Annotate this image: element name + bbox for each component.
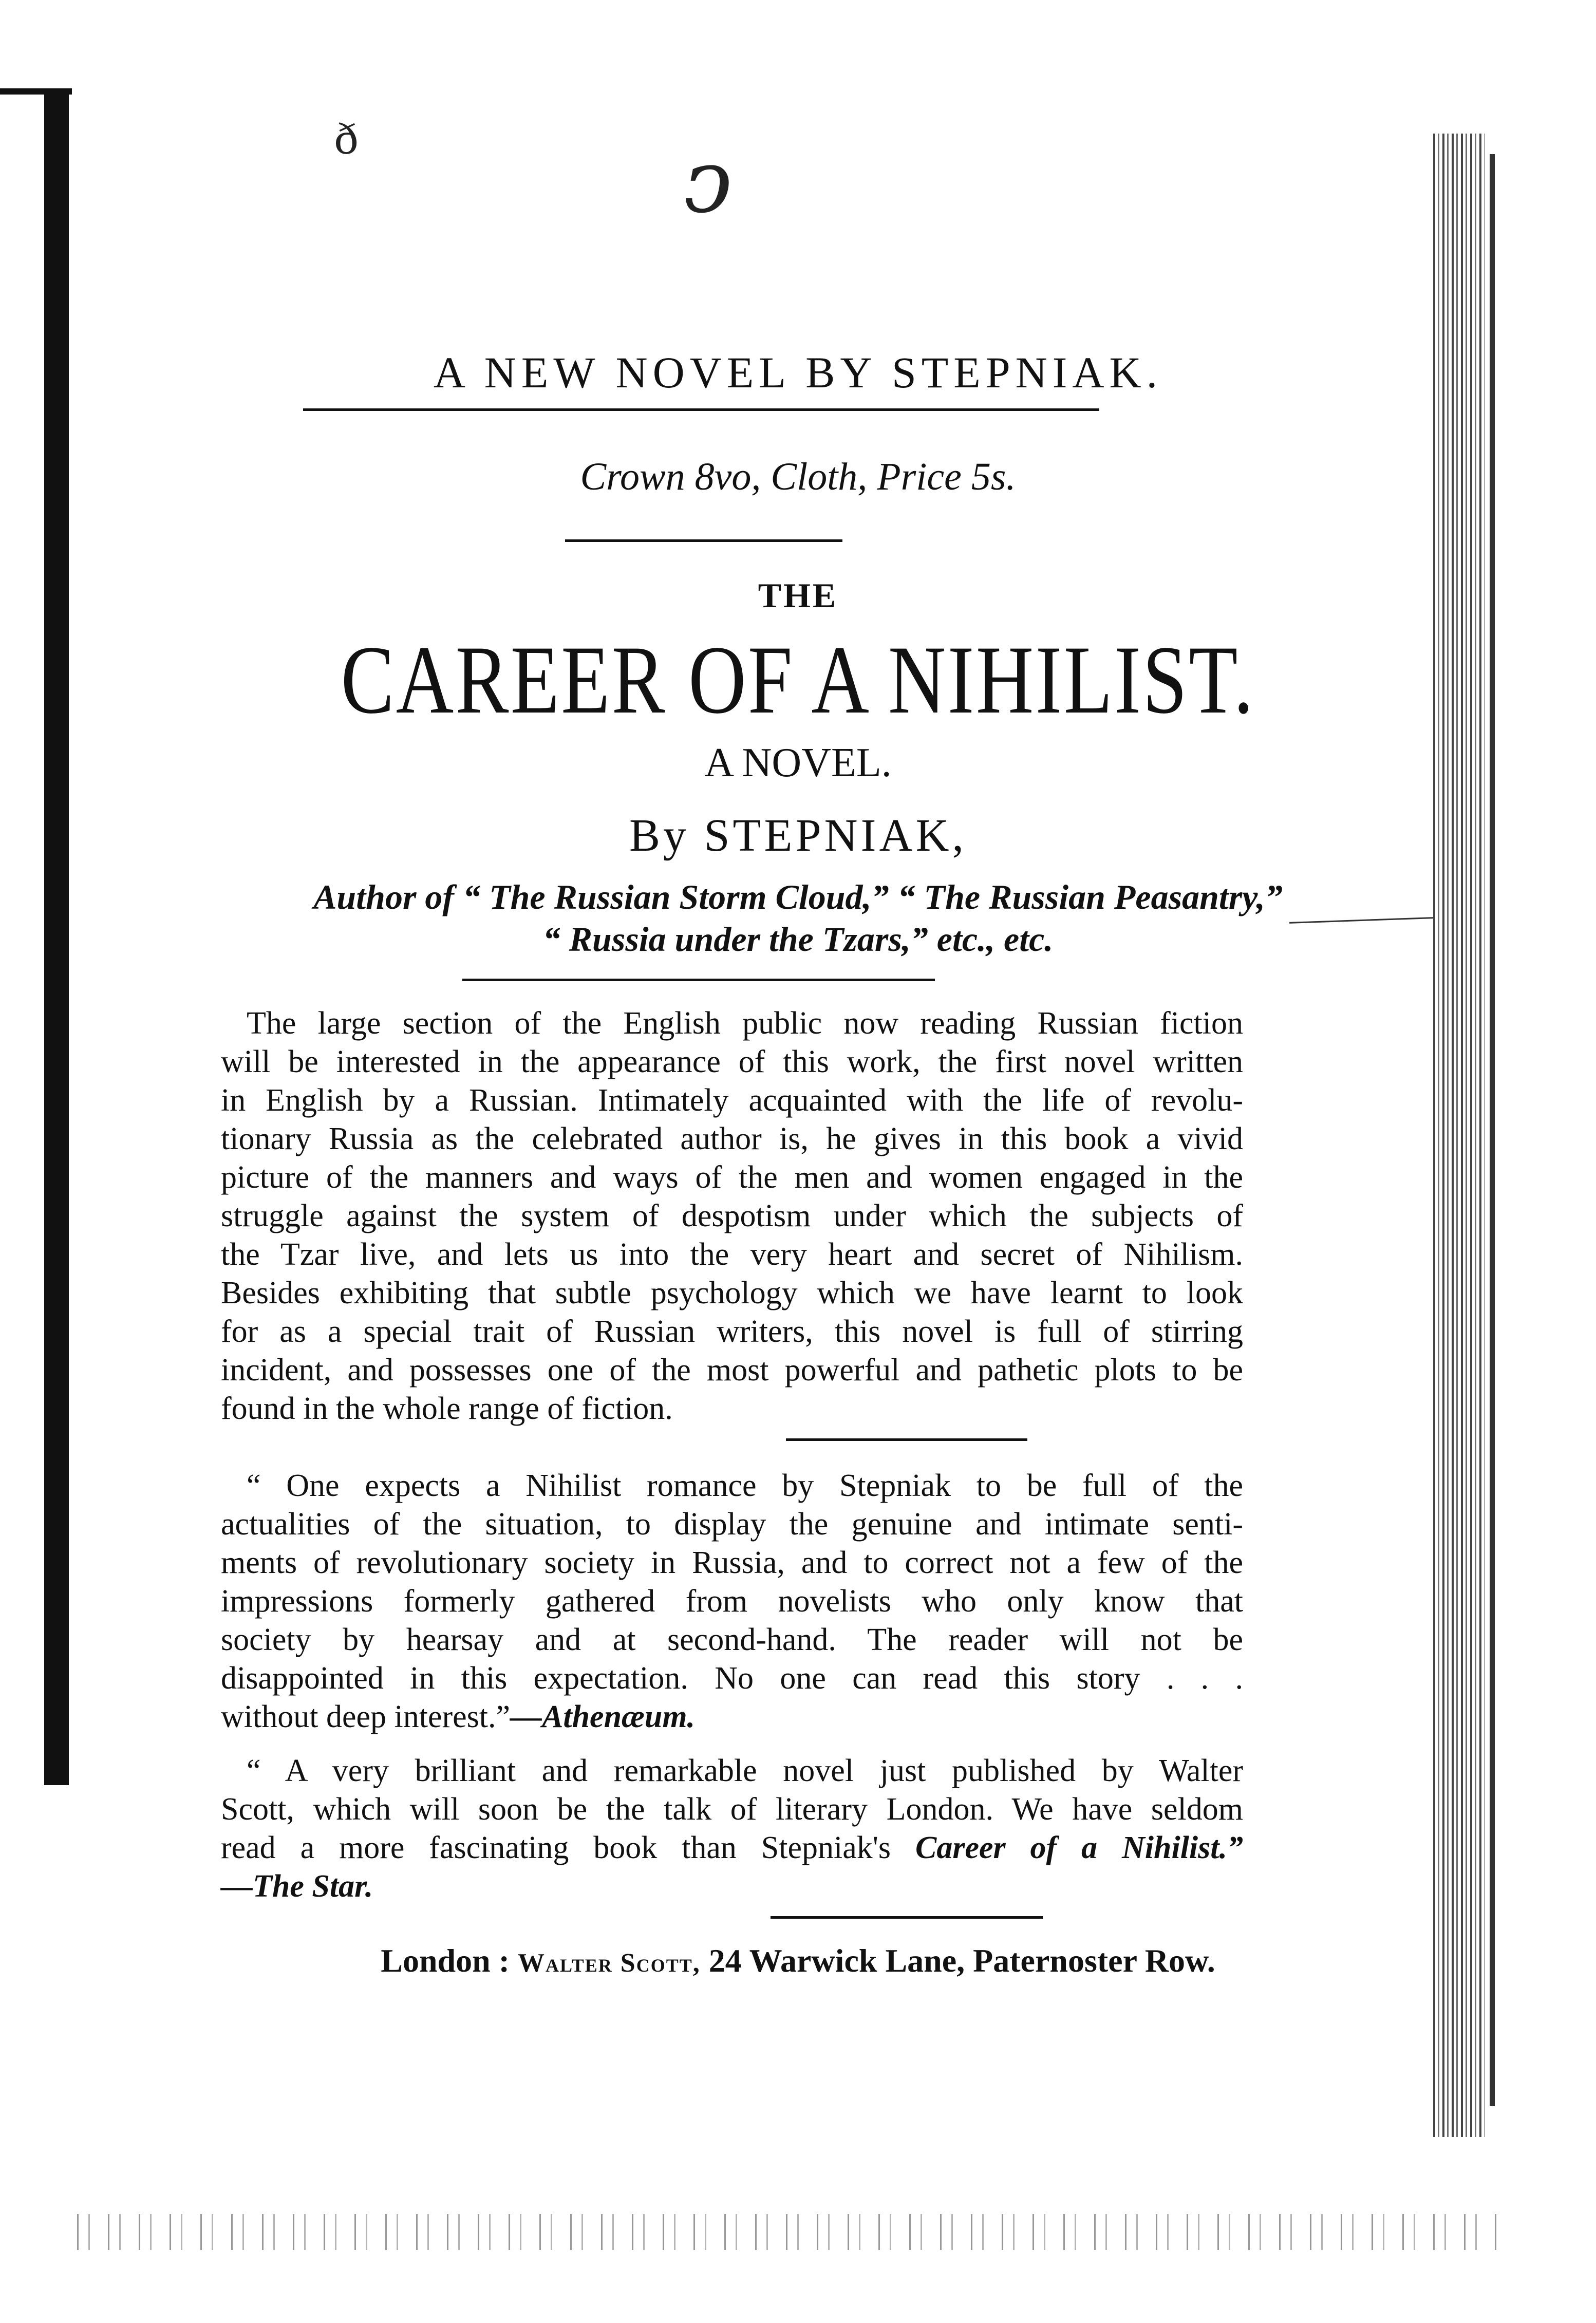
format-price: Crown 8vo, Cloth, Price 5s. [580, 455, 1016, 498]
scan-edge-line [1490, 154, 1495, 2106]
byline [0, 809, 1596, 862]
publisher-rule [771, 1916, 1043, 1919]
description-line: will be interested in the appearance of this work, the first novel written [221, 1044, 1243, 1079]
review-line: “ A very brilliant and remarkable novel just published by Walter [247, 1753, 1243, 1788]
author-works-line: Author of “ The Russian Storm Cloud,” “ The Russian Peasantry,” [313, 877, 1283, 916]
review-athenaeum [221, 1467, 1243, 1736]
scan-edge-strip [1433, 134, 1485, 2137]
review-source: —Athenæum. [510, 1699, 696, 1734]
review-line: “ One expects a Nihilist romance by Stepniak to be full of the [247, 1468, 1243, 1503]
description-line: tionary Russia as the celebrated author is, he gives in this book a vivid [221, 1121, 1243, 1156]
publisher-name: Walter Scott, [518, 1949, 701, 1978]
review-last-text: without deep interest.” [221, 1699, 510, 1734]
description-line: The large section of the English public now reading Russian fiction [247, 1006, 1243, 1041]
title-article: THE [758, 576, 838, 615]
description-paragraph [221, 1004, 1243, 1428]
description-line: incident, and possesses one of the most powerful and pathetic plots to be [221, 1353, 1243, 1388]
review-line: actualities of the situation, to display the genuine and intimate senti- [221, 1507, 1243, 1542]
review-line [221, 1829, 1243, 1867]
description-line: found in the whole range of fiction. [221, 1391, 673, 1426]
publisher-city: London : [381, 1942, 510, 1979]
review-source: —The Star. [221, 1869, 373, 1904]
publisher-line [0, 1942, 1596, 1980]
description-line: struggle against the system of despotism under which the subjects of [221, 1198, 1243, 1233]
format-rule [565, 539, 842, 542]
description-line: picture of the manners and ways of the men and women engaged in the [221, 1160, 1243, 1195]
review-book-title: Career of a Nihilist.” [915, 1830, 1243, 1865]
book-title: CAREER OF A NIHILIST. [341, 626, 1255, 734]
author-works-line: “ Russia under the Tzars,” etc., etc. [542, 920, 1054, 959]
review-line: society by hearsay and at second-hand. The reader will not be [221, 1622, 1243, 1657]
description-line: for as a special trait of Russian writers, this novel is full of stirring [221, 1314, 1243, 1349]
description-line: in English by a Russian. Intimately acquainted with the life of revolu- [221, 1083, 1243, 1118]
review-line: Scott, which will soon be the talk of literary London. We have seldom [221, 1792, 1243, 1827]
handwritten-mark: ↄ [683, 131, 733, 233]
headline: A NEW NOVEL BY STEPNIAK. [433, 348, 1163, 397]
byline-by: By [629, 810, 689, 861]
author-rule [462, 979, 935, 981]
scan-bottom-noise [77, 2214, 1505, 2250]
review-line: ments of revolutionary society in Russia, and to correct not a few of the [221, 1545, 1243, 1580]
binding-shadow-top [0, 88, 72, 95]
description-line: the Tzar live, and lets us into the very heart and secret of Nihilism. [221, 1237, 1243, 1272]
headline-rule [303, 408, 1099, 411]
description-line: Besides exhibiting that subtle psychology which we have learnt to look [221, 1276, 1243, 1310]
review-star [221, 1752, 1243, 1906]
review-text: read a more fascinating book than Stepniak's [221, 1830, 891, 1865]
publisher-address: 24 Warwick Lane, Paternoster Row. [708, 1942, 1215, 1979]
review-line: disappointed in this expectation. No one can read this story . . . [221, 1661, 1243, 1696]
byline-author: STEPNIAK, [704, 810, 967, 861]
description-rule [786, 1438, 1027, 1441]
author-works [0, 876, 1596, 960]
review-line [221, 1698, 1243, 1736]
subtitle: A NOVEL. [704, 740, 892, 785]
corner-mark: ð [334, 116, 359, 163]
review-line: impressions formerly gathered from novelists who only know that [221, 1584, 1243, 1619]
